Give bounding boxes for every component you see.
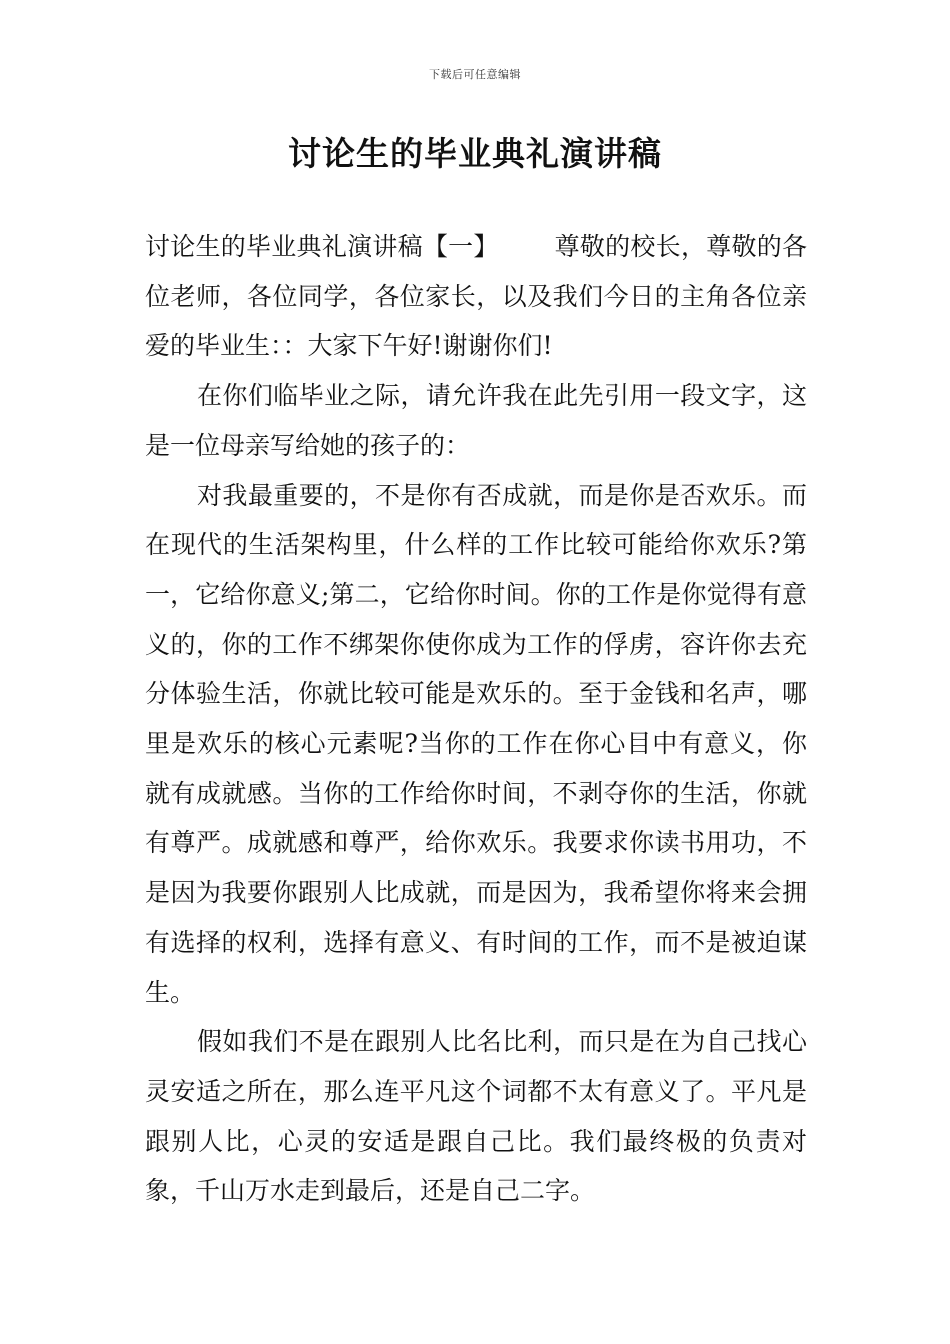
body-paragraph-2: 对我最重要的，不是你有否成就，而是你是否欢乐。而在现代的生活架构里，什么样的工作比较可能给你欢乐?第一，它给你意义;第二，它给你时间。你的工作是你觉得有意义的，你的工作不绑架你使你成为工作的俘虏，容许你去充分体验生活，你就比较可能是欢乐的。至于金钱和名声，哪里是欢乐的核心元素呢?当你的工作在你心目中有意义，你就有成就感。当你的工作给你时间，不剥夺你的生活，你就有尊严。成就感和尊严，给你欢乐。我要求你读书用功，不是因为我要你跟别人比成就，而是因为，我希望你将来会拥有选择的权利，选择有意义、有时间的工作，而不是被迫谋生。 <box>145 480 807 1007</box>
document-title: 讨论生的毕业典礼演讲稿 <box>288 134 662 173</box>
document-body <box>145 222 807 1216</box>
body-paragraph-1: 在你们临毕业之际，请允许我在此先引用一段文字，这是一位母亲写给她的孩子的： <box>145 381 807 460</box>
body-paragraph-3: 假如我们不是在跟别人比名比利，而只是在为自己找心灵安适之所在，那么连平凡这个词都不太有意义了。平凡是跟别人比，心灵的安适是跟自己比。我们最终极的负责对象，千山万水走到最后，还是自己二字。 <box>145 1027 807 1206</box>
header-note: 下载后可任意编辑 <box>429 68 521 81</box>
section-heading: 讨论生的毕业典礼演讲稿【一】 <box>145 232 499 261</box>
intro-paragraph <box>145 222 807 371</box>
greeting-text: 尊敬的校长，尊敬的各位老师，各位同学，各位家长，以及我们今日的主角各位亲爱的毕业生：：大家下午好!谢谢你们! <box>145 232 807 361</box>
